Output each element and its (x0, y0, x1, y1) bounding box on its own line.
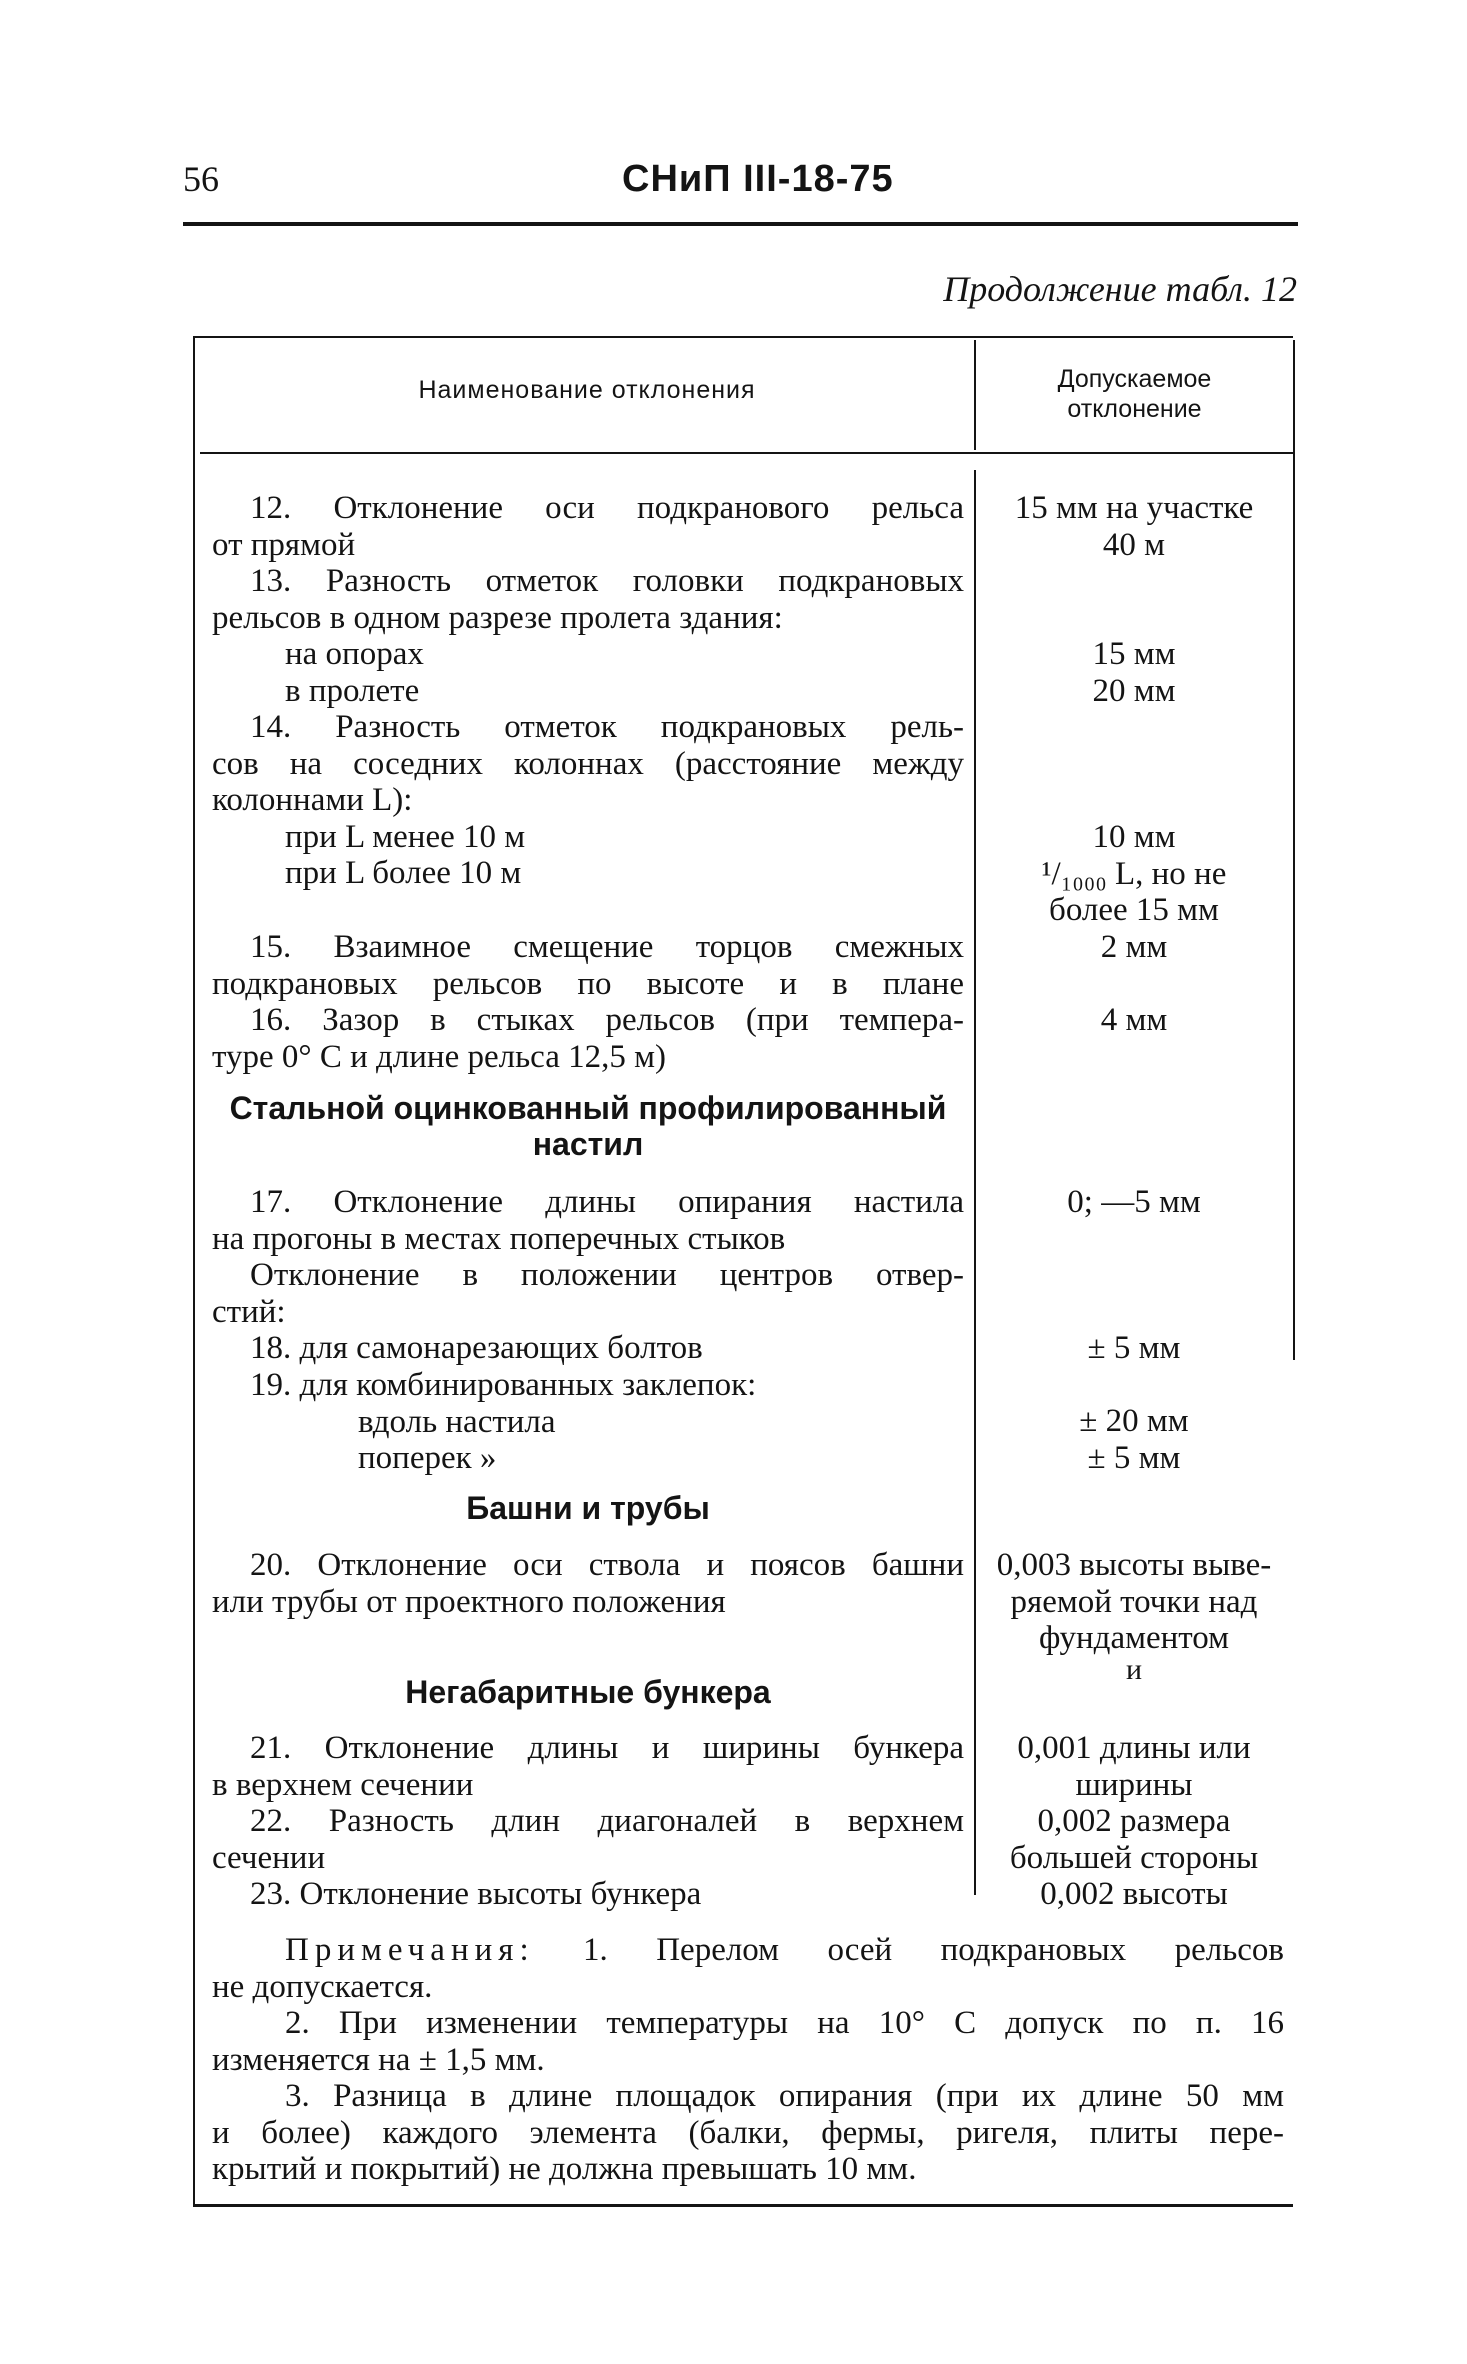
row-text: 20. Отклонение оси ствола и поясов башни (250, 1547, 964, 1583)
table-row-12 (212, 490, 964, 563)
tolerance-18 (984, 1330, 1284, 1367)
column-header-name: Наименование отклонения (418, 376, 756, 404)
table-row-19 (212, 1367, 964, 1477)
tolerance-text: ± 5 мм (1087, 1439, 1181, 1476)
table-row-15 (212, 929, 964, 1002)
tolerance-text: 40 м (1102, 526, 1166, 563)
section-heading-bunkers: Негабаритные бункера (405, 1674, 771, 1710)
tolerance-23 (984, 1876, 1284, 1913)
tolerance-text: 2 мм (1100, 929, 1168, 965)
tolerance-16 (984, 1002, 1284, 1039)
note-line: 3. Разница в длине площадок опирания (при их длине 50 мм (285, 2078, 1284, 2114)
tolerance-text: 0,002 высоты (1040, 1876, 1228, 1912)
table-row-20 (212, 1547, 964, 1620)
row-text: в пролете (285, 672, 420, 709)
header-divider (200, 452, 1293, 454)
table-row-13 (212, 563, 964, 709)
tolerance-text: ± 20 мм (1079, 1403, 1189, 1439)
tolerance-text: 0,002 размера (1037, 1803, 1231, 1839)
tolerance-20 (984, 1547, 1284, 1686)
row-text: сечении (212, 1839, 326, 1876)
note-line: и более) каждого элемента (балки, фермы, ригеля, плиты пере- (212, 2114, 1284, 2151)
table-frame-top (193, 336, 1293, 338)
row-text: 17. Отклонение длины опирания настила (250, 1184, 964, 1220)
row-text: или трубы от проектного положения (212, 1583, 726, 1620)
column-header-tolerance (976, 364, 1293, 424)
row-text: при L более 10 м (285, 855, 522, 891)
row-text: 21. Отклонение длины и ширины бункера (250, 1730, 964, 1766)
header-rule (183, 222, 1298, 226)
section-heading-line: настил (532, 1126, 644, 1162)
section-heading-line: Стальной оцинкованный профилированный (229, 1090, 947, 1126)
tolerance-14 (984, 819, 1284, 929)
notes-label: Примечания: (285, 1932, 535, 1968)
note-line: не допускается. (212, 1968, 433, 2005)
row-text: поперек » (358, 1440, 497, 1476)
row-text: колоннами L): (212, 782, 413, 818)
table-frame-bottom (193, 2204, 1293, 2207)
row-text: 12. Отклонение оси подкранового рельса (250, 490, 964, 526)
table-row-17 (212, 1184, 964, 1330)
row-text: туре 0° С и длине рельса 12,5 м) (212, 1038, 666, 1075)
row-text: в верхнем сечении (212, 1766, 474, 1803)
row-text: 19. для комбинированных заклепок: (250, 1367, 757, 1403)
tolerance-text: 0; —5 мм (1067, 1184, 1201, 1220)
row-text: 15. Взаимное смещение торцов смежных (250, 929, 964, 965)
table-frame-right (1293, 340, 1295, 1360)
row-text: 22. Разность длин диагоналей в верхнем (250, 1803, 964, 1839)
row-text: от прямой (212, 526, 356, 563)
tolerance-17 (984, 1184, 1284, 1221)
section-heading-steel-decking (212, 1090, 964, 1162)
table-caption: Продолжение табл. 12 (943, 269, 1297, 309)
tolerance-text: 10 мм (1092, 819, 1176, 855)
table-row-16 (212, 1002, 964, 1075)
note-line: изменяется на ± 1,5 мм. (212, 2041, 545, 2078)
row-text: 16. Зазор в стыках рельсов (при темпера- (250, 1002, 964, 1038)
tolerance-text: и (1125, 1652, 1143, 1686)
column-divider (974, 470, 976, 1895)
row-text: 18. для самонарезающих болтов (250, 1330, 703, 1366)
tolerance-text: ± 5 мм (1087, 1330, 1181, 1366)
note-line: крытий и покрытий) не должна превышать 10 мм. (212, 2151, 917, 2187)
tolerance-19 (984, 1403, 1284, 1476)
tolerance-text: более 15 мм (1049, 892, 1219, 928)
row-text: стий: (212, 1293, 286, 1330)
note-line: 2. При изменении температуры на 10° С допуск по п. 16 (285, 2005, 1284, 2041)
tolerance-12 (984, 490, 1284, 563)
row-text: рельсов в одном разрезе пролета здания: (212, 599, 783, 636)
tolerance-text: большей стороны (1009, 1839, 1259, 1876)
tolerance-text: 0,001 длины или (1017, 1730, 1251, 1766)
tolerance-text: 0,003 высоты выве- (996, 1547, 1272, 1583)
row-text: подкрановых рельсов по высоте и в плане (212, 965, 964, 1002)
row-text: на прогоны в местах поперечных стыков (212, 1220, 786, 1257)
table-row-22 (212, 1803, 964, 1876)
row-text: Отклонение в положении центров отвер- (250, 1257, 964, 1293)
row-text: вдоль настила (358, 1403, 556, 1440)
tolerance-22 (984, 1803, 1284, 1876)
row-text: 13. Разность отметок головки подкрановых (250, 563, 964, 599)
tolerance-text: 4 мм (1100, 1002, 1168, 1038)
row-text: при L менее 10 м (285, 818, 526, 855)
table-row-23 (212, 1876, 964, 1913)
tolerance-text: ширины (1075, 1766, 1193, 1803)
header-tolerance-line: Допускаемое (1057, 365, 1212, 393)
table-row-14 (212, 709, 964, 892)
header-tolerance-line: отклонение (1067, 395, 1202, 423)
tolerance-text: ряемой точки над (1010, 1583, 1258, 1620)
table-row-18 (212, 1330, 964, 1367)
document-code: СНиП III-18-75 (622, 158, 894, 200)
tolerance-text: 20 мм (1092, 672, 1176, 709)
tolerance-text: фундаментом (1038, 1620, 1230, 1656)
row-text: на опорах (285, 636, 424, 672)
tolerance-text: ¹/₁₀₀₀ L, но не (1041, 855, 1227, 892)
table-row-21 (212, 1730, 964, 1803)
note-line (212, 1932, 1284, 1969)
page-number: 56 (183, 159, 219, 199)
tolerance-text: 15 мм на участке (1014, 490, 1254, 526)
tolerance-text: 15 мм (1092, 636, 1176, 672)
row-text: 14. Разность отметок подкрановых рель- (250, 709, 964, 745)
section-heading-towers: Башни и трубы (466, 1490, 710, 1526)
tolerance-15 (984, 929, 1284, 966)
tolerance-13 (984, 636, 1284, 709)
table-frame-left (193, 336, 195, 2206)
row-text: 23. Отклонение высоты бункера (250, 1876, 702, 1912)
row-text: сов на соседних колоннах (расстояние между (212, 745, 964, 782)
tolerance-21 (984, 1730, 1284, 1803)
note-text: 1. Перелом осей подкрановых рельсов (583, 1932, 1284, 1968)
notes-block (212, 1932, 1284, 2188)
